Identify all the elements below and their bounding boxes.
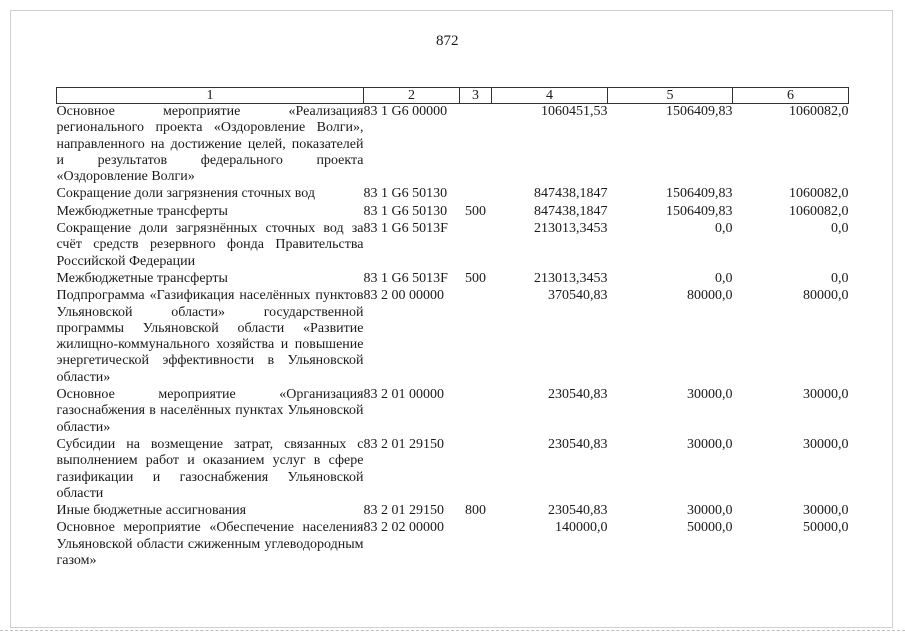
expense-type (460, 288, 492, 387)
budget-code: 83 1 G6 5013F (363, 270, 448, 286)
expense-type (460, 104, 492, 187)
table-row (57, 503, 849, 520)
expense-type (460, 437, 492, 503)
budget-code: 83 1 G6 50130 (363, 203, 448, 219)
amount-col-5: 0,0 (715, 221, 733, 237)
expense-type (460, 520, 492, 570)
budget-code: 83 2 02 00000 (363, 520, 444, 536)
row-name: Подпрограмма «Газификация населённых пунктов Ульяновской области» государственной программы Ульяновской области «Развитие жилищно-коммунального хозяйства и повышение энергетической эффективности в Ульяновской области» (56, 288, 364, 385)
row-name: Основное мероприятие «Обеспечение населения Ульяновской области сжиженным углеводородным газом» (56, 520, 364, 569)
amount-col-4: 370540,83 (548, 288, 608, 304)
amount-col-6: 30000,0 (803, 436, 849, 452)
column-header-2: 2 (364, 88, 460, 104)
budget-code: 83 1 G6 00000 (363, 104, 448, 119)
row-name: Сокращение доли загрязнённых сточных вод за счёт средств резервного фонда Правительства Российской Федерации (56, 221, 364, 269)
amount-col-5: 1506409,83 (666, 203, 733, 219)
amount-col-6: 80000,0 (803, 288, 849, 304)
amount-col-6: 1060082,0 (789, 186, 849, 202)
amount-col-5: 50000,0 (687, 520, 733, 536)
table-row (57, 221, 849, 271)
expense-type: 800 (465, 503, 486, 519)
row-name: Иные бюджетные ассигнования (56, 503, 247, 519)
amount-col-5: 0,0 (715, 270, 733, 286)
amount-col-6: 50000,0 (803, 520, 849, 536)
table-row (57, 437, 849, 503)
table-row (57, 271, 849, 288)
amount-col-4: 230540,83 (548, 436, 608, 452)
row-name: Основное мероприятие «Организация газоснабжения в населённых пунктах Ульяновской области» (56, 387, 364, 435)
budget-code: 83 2 01 29150 (363, 503, 444, 519)
row-name: Межбюджетные трансферты (56, 203, 228, 219)
table-header-row (57, 88, 849, 104)
amount-col-4: 847438,1847 (534, 203, 608, 219)
amount-col-6: 1060082,0 (789, 203, 849, 219)
amount-col-5: 30000,0 (687, 503, 733, 519)
amount-col-6: 1060082,0 (789, 104, 849, 119)
expense-type: 500 (465, 203, 486, 219)
row-name: Основное мероприятие «Реализация регионального проекта «Оздоровление Волги», направленного на достижение целей, показателей и результатов федерального проекта «Оздоровление Волги» (56, 104, 364, 185)
amount-col-6: 0,0 (831, 270, 849, 286)
amount-col-4: 213013,3453 (534, 221, 608, 237)
budget-code: 83 1 G6 50130 (363, 186, 448, 202)
page-bottom-edge (0, 630, 905, 631)
table-row (57, 104, 849, 187)
amount-col-5: 1506409,83 (666, 104, 733, 119)
column-header-3: 3 (460, 88, 492, 104)
amount-col-4: 1060451,53 (541, 104, 608, 119)
amount-col-5: 1506409,83 (666, 186, 733, 202)
page-number: 872 (436, 33, 459, 49)
table-body (57, 104, 849, 571)
amount-col-4: 847438,1847 (534, 186, 608, 202)
expense-type (460, 221, 492, 271)
column-header-5: 5 (608, 88, 733, 104)
budget-table (56, 87, 849, 570)
amount-col-4: 213013,3453 (534, 270, 608, 286)
table-row (57, 520, 849, 570)
column-header-4: 4 (492, 88, 608, 104)
expense-type (460, 387, 492, 437)
table-row (57, 186, 849, 203)
column-header-1: 1 (57, 88, 364, 104)
column-header-6: 6 (733, 88, 849, 104)
amount-col-6: 30000,0 (803, 503, 849, 519)
amount-col-5: 30000,0 (687, 436, 733, 452)
row-name: Сокращение доли загрязнения сточных вод (56, 186, 316, 202)
amount-col-6: 0,0 (831, 221, 849, 237)
expense-type: 500 (465, 270, 486, 286)
amount-col-5: 80000,0 (687, 288, 733, 304)
amount-col-4: 140000,0 (555, 520, 608, 536)
row-name: Межбюджетные трансферты (56, 270, 228, 286)
amount-col-4: 230540,83 (548, 503, 608, 519)
amount-col-4: 230540,83 (548, 387, 608, 403)
table-row (57, 204, 849, 221)
row-name: Субсидии на возмещение затрат, связанных с выполнением работ и оказанием услуг в сфере газификации и газоснабжения Ульяновской области (56, 436, 364, 501)
amount-col-5: 30000,0 (687, 387, 733, 403)
expense-type (460, 186, 492, 203)
table-row (57, 288, 849, 387)
table-row (57, 387, 849, 437)
budget-code: 83 2 01 00000 (363, 387, 444, 403)
budget-code: 83 2 00 00000 (363, 288, 444, 304)
budget-code: 83 1 G6 5013F (363, 221, 448, 237)
amount-col-6: 30000,0 (803, 387, 849, 403)
budget-code: 83 2 01 29150 (363, 436, 444, 452)
